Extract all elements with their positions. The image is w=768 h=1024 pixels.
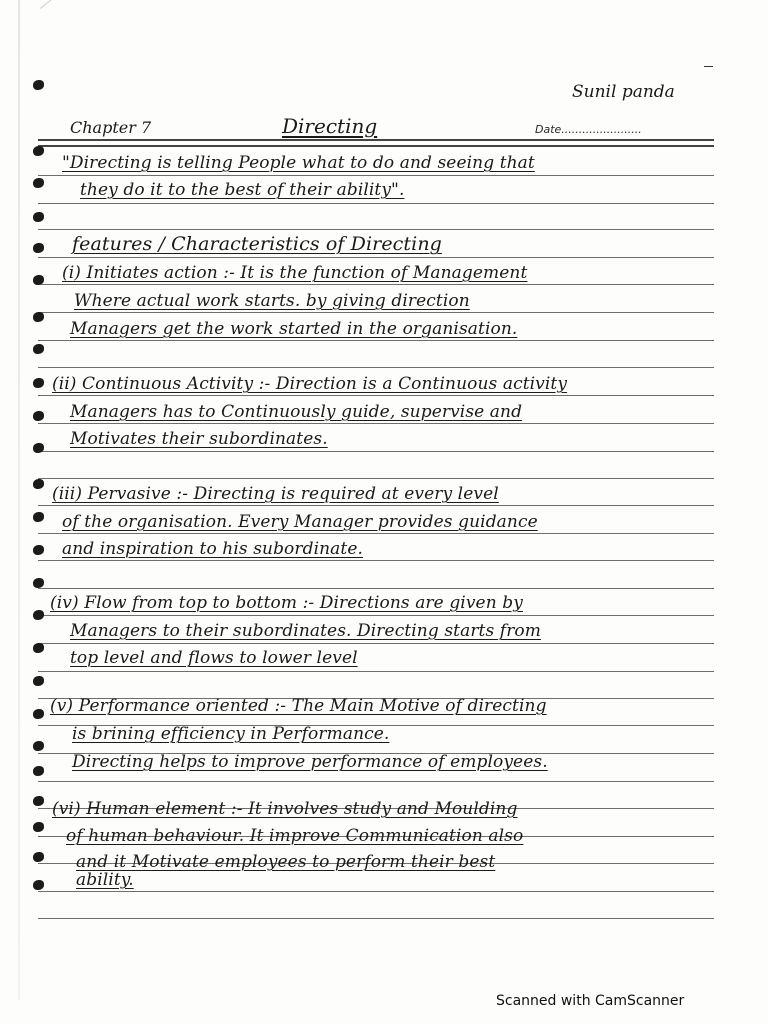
margin-hole <box>33 344 44 354</box>
margin-hole <box>33 178 44 188</box>
ruled-line <box>38 139 714 141</box>
ruled-line <box>38 588 714 589</box>
corner-mark <box>704 66 713 67</box>
note-line: Directing helps to improve performance of employees. <box>72 752 548 772</box>
scanner-watermark: Scanned with CamScanner <box>496 993 685 1009</box>
ruled-line <box>38 145 714 147</box>
note-line: and inspiration to his subordinate. <box>62 539 364 559</box>
ruled-line <box>38 505 714 506</box>
ruled-line <box>38 478 714 479</box>
margin-hole <box>33 610 44 620</box>
ruled-line <box>38 451 714 452</box>
ruled-line <box>38 533 714 534</box>
margin-hole <box>33 709 44 719</box>
page-title: Directing <box>282 114 378 138</box>
note-line: of the organisation. Every Manager provides guidance <box>62 512 538 532</box>
margin-hole <box>33 146 44 156</box>
ruled-line <box>38 423 714 424</box>
margin-hole <box>33 545 44 555</box>
margin-hole <box>33 243 44 253</box>
page-fold <box>18 0 20 1000</box>
ruled-line <box>38 395 714 396</box>
margin-hole <box>33 80 44 90</box>
ruled-line <box>38 671 714 672</box>
note-line: they do it to the best of their ability". <box>80 180 405 200</box>
ruled-line <box>38 367 714 368</box>
margin-hole <box>33 312 44 322</box>
note-line: Where actual work starts. by giving direction <box>74 291 470 311</box>
ruled-line <box>38 284 714 285</box>
date-label: Date....................... <box>535 123 642 136</box>
margin-hole <box>33 578 44 588</box>
margin-hole <box>33 822 44 832</box>
note-line: is brining efficiency in Performance. <box>72 724 390 744</box>
note-line: (iii) Pervasive :- Directing is required at every level <box>52 484 499 504</box>
margin-hole <box>33 212 44 222</box>
note-line: Managers to their subordinates. Directing starts from <box>70 621 541 641</box>
author-signature: Sunil panda <box>572 82 675 102</box>
note-line: (ii) Continuous Activity :- Direction is a Continuous activity <box>52 374 568 394</box>
margin-hole <box>33 512 44 522</box>
ruled-line <box>38 229 714 230</box>
ruled-line <box>38 340 714 341</box>
note-line: of human behaviour. It improve Communication also <box>66 826 524 846</box>
note-line: and it Motivate employees to perform their best <box>76 852 496 872</box>
ruled-line <box>38 918 714 919</box>
note-line: (vi) Human element :- It involves study and Moulding <box>52 799 518 819</box>
ruled-line <box>38 312 714 313</box>
ruled-line <box>38 257 714 258</box>
ruled-line <box>38 203 714 204</box>
ruled-line <box>38 560 714 561</box>
ruled-line <box>38 175 714 176</box>
ruled-line <box>38 781 714 782</box>
note-line: ability. <box>76 870 134 890</box>
margin-hole <box>33 643 44 653</box>
note-line: (i) Initiates action :- It is the function of Management <box>62 263 528 283</box>
ruled-line <box>38 643 714 644</box>
margin-hole <box>33 443 44 453</box>
note-line: (v) Performance oriented :- The Main Motive of directing <box>50 696 547 716</box>
margin-hole <box>33 880 44 890</box>
note-line: (iv) Flow from top to bottom :- Directions are given by <box>50 593 523 613</box>
margin-hole <box>33 275 44 285</box>
margin-hole <box>33 796 44 806</box>
note-line: top level and flows to lower level <box>70 648 358 668</box>
section-heading: features / Characteristics of Directing <box>72 233 442 255</box>
ruled-line <box>38 615 714 616</box>
margin-hole <box>33 378 44 388</box>
margin-hole <box>33 741 44 751</box>
corner-scratch <box>40 0 67 9</box>
ruled-line <box>38 891 714 892</box>
margin-hole <box>33 676 44 686</box>
margin-hole <box>33 766 44 776</box>
margin-hole <box>33 479 44 489</box>
margin-hole <box>33 852 44 862</box>
note-line: Motivates their subordinates. <box>70 429 328 449</box>
note-line: "Directing is telling People what to do and seeing that <box>62 153 535 173</box>
margin-hole <box>33 411 44 421</box>
note-line: Managers has to Continuously guide, supervise and <box>70 402 523 422</box>
chapter-label: Chapter 7 <box>70 118 152 137</box>
note-line: Managers get the work started in the organisation. <box>70 319 518 339</box>
